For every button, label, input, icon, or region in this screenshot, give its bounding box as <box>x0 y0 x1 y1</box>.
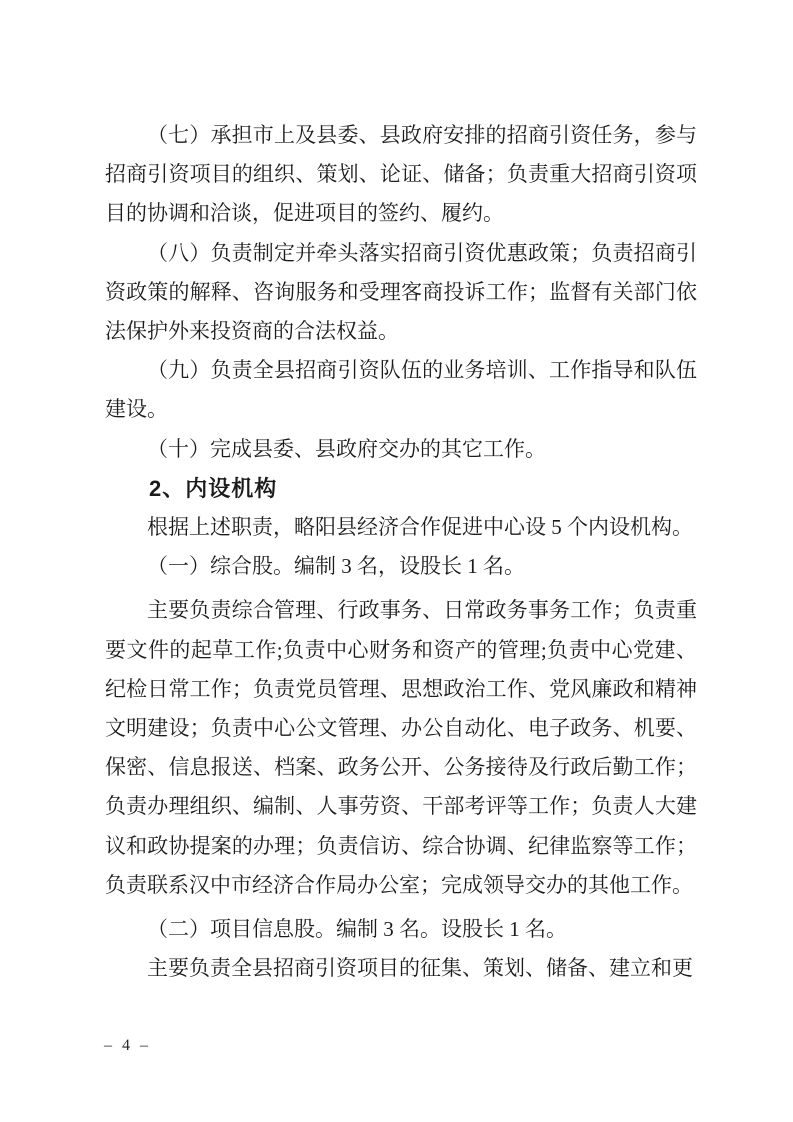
page-number: – 4 – <box>104 1037 151 1054</box>
body-paragraph: 主要负责全县招商引资项目的征集、策划、储备、建立和更 <box>147 956 693 981</box>
body-paragraph: （八）负责制定并牵头落实招商引资优惠政策；负责招商引资政策的解释、咨询服务和受理客商投诉工作；监督有关部门依法保护外来投资商的合法权益。 <box>105 240 697 344</box>
section-heading: 2、内设机构 <box>149 475 278 501</box>
body-paragraph: （二）项目信息股。编制 3 名。设股长 1 名。 <box>147 917 567 942</box>
document-body <box>105 116 697 988</box>
body-paragraph: 主要负责综合管理、行政事务、日常政务事务工作；负责重要文件的起草工作;负责中心财务和资产的管理;负责中心党建、纪检日常工作；负责党员管理、思想政治工作、党风廉政和精神文明建设；负责中心公文管理、办公自动化、电子政务、机要、保密、信息报送、档案、政务公开、公务接待及行政后勤工作；负责办理组织、编制、人事劳资、干部考评等工作；负责人大建议和政协提案的办理；负责信访、综合协调、纪律监察等工作；负责联系汉中市经济合作局办公室；完成领导交办的其他工作。 <box>105 598 697 897</box>
body-paragraph: （七）承担市上及县委、县政府安排的招商引资任务，参与招商引资项目的组织、策划、论证、储备；负责重大招商引资项目的协调和洽谈，促进项目的签约、履约。 <box>105 123 697 226</box>
body-paragraph: （一）综合股。编制 3 名，设股长 1 名。 <box>147 554 525 579</box>
body-paragraph: （十）完成县委、县政府交办的其它工作。 <box>147 436 546 461</box>
body-paragraph: （九）负责全县招商引资队伍的业务培训、工作指导和队伍建设。 <box>105 358 697 422</box>
body-paragraph: 根据上述职责，略阳县经济合作促进中心设 5 个内设机构。 <box>147 515 693 540</box>
